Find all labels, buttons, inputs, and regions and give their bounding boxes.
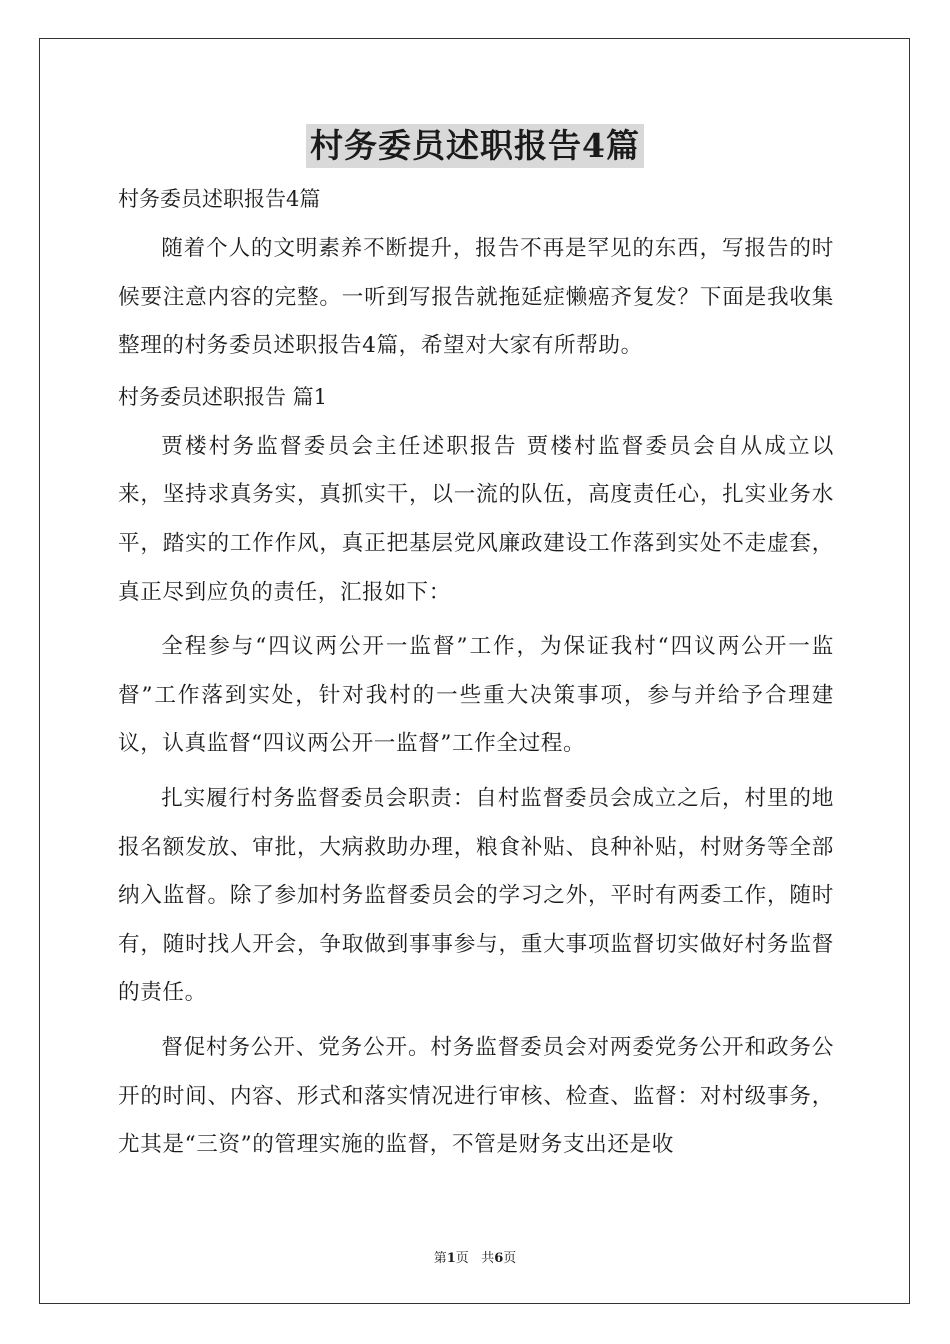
document-title: 村务委员述职报告4篇 — [306, 124, 644, 168]
page-prefix: 第 — [433, 1251, 447, 1266]
page-footer — [0, 1247, 950, 1266]
page-suffix: 页 — [455, 1251, 469, 1266]
body-paragraph: 督促村务公开、党务公开。村务监督委员会对两委党务公开和政务公开的时间、内容、形式和落实情况进行审核、检查、监督：对村级事务，尤其是“三资”的管理实施的监督，不管是财务支出还是收 — [118, 1034, 834, 1158]
total-prefix: 共 — [481, 1251, 495, 1266]
body-paragraph: 扎实履行村务监督委员会职责：自村监督委员会成立之后，村里的地报名额发放、审批，大病救助办理，粮食补贴、良种补贴，村财务等全部纳入监督。除了参加村务监督委员会的学习之外，平时有两委工作，随时有，随时找人开会，争取做到事事参与，重大事项监督切实做好村务监督的责任。 — [118, 785, 834, 1006]
section-heading: 村务委员述职报告 篇1 — [118, 384, 328, 409]
body-paragraph: 全程参与“四议两公开一监督”工作，为保证我村“四议两公开一监督”工作落到实处，针对我村的一些重大决策事项，参与并给予合理建议，认真监督“四议两公开一监督”工作全过程。 — [118, 634, 834, 757]
document-subtitle: 村务委员述职报告4篇 — [118, 187, 321, 211]
body-paragraph: 贾楼村务监督委员会主任述职报告 贾楼村监督委员会自从成立以来，坚持求真务实，真抓实干，以一流的队伍，高度责任心，扎实业务水平，踏实的工作作风，真正把基层党风廉政建设工作落到实处不走虚套，真正尽到应负的责任，汇报如下： — [118, 433, 834, 605]
document-body — [118, 177, 834, 1170]
page-number: 1 — [446, 1251, 456, 1266]
intro-paragraph: 随着个人的文明素养不断提升，报告不再是罕见的东西，写报告的时候要注意内容的完整。一听到写报告就拖延症懒癌齐复发？下面是我收集整理的村务委员述职报告4篇，希望对大家有所帮助。 — [118, 236, 834, 359]
total-suffix: 页 — [503, 1251, 517, 1266]
total-pages: 6 — [494, 1251, 504, 1266]
title-container — [0, 124, 950, 168]
